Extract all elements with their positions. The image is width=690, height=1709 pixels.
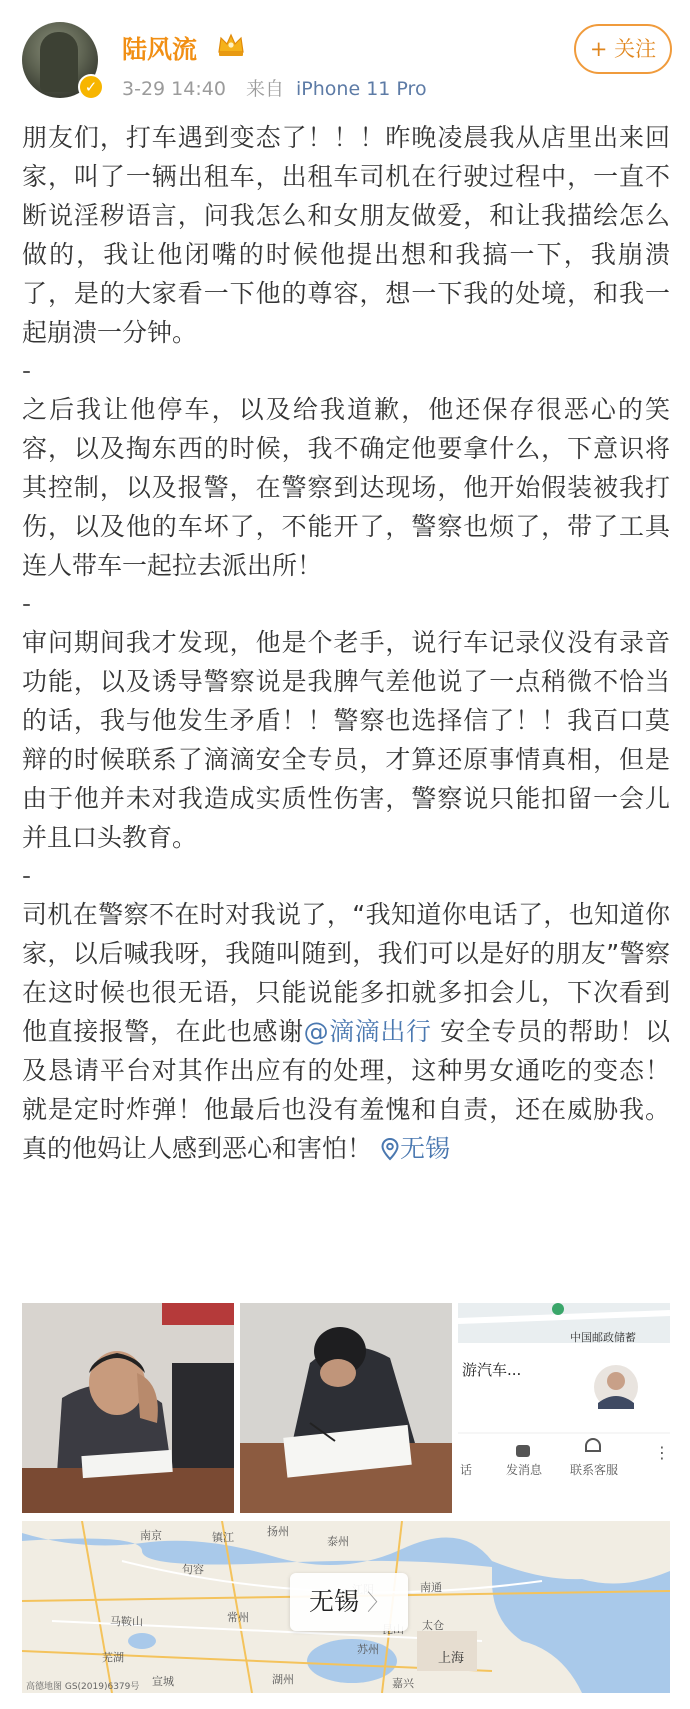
map-city-label: 扬州 <box>267 1525 289 1538</box>
chevron-right-icon: 〉 <box>367 1591 390 1616</box>
post-paragraph-4-b: 安全专员的帮助！以及恳请平台对其作出应有的处理，这种男女通吃的变态！就是定时炸弹！他最后也没有羞愧和自责，还在威胁我。真的他妈让人感到恶心和害怕！ <box>22 1017 670 1163</box>
map-city-label: 苏州 <box>357 1643 379 1656</box>
map-city-label: 嘉兴 <box>392 1677 414 1690</box>
map-city-label: 泰州 <box>327 1535 349 1548</box>
map-city-label: 常州 <box>227 1611 249 1624</box>
map-city-label: 南通 <box>420 1581 442 1594</box>
action-call: 话 <box>460 1463 473 1477</box>
map-city-label: 南京 <box>140 1529 162 1542</box>
driver-photo-1 <box>22 1303 234 1513</box>
app-screenshot <box>458 1303 670 1513</box>
mention-link[interactable]: @滴滴出行 <box>303 1017 432 1046</box>
map-city-label: 宣城 <box>152 1675 174 1688</box>
driver-photo-2 <box>240 1303 452 1513</box>
map-city-label: 太仓 <box>422 1619 444 1632</box>
location-link[interactable] <box>380 1134 450 1163</box>
map-city-label: 马鞍山 <box>110 1615 143 1628</box>
post-image-2[interactable] <box>240 1303 452 1513</box>
source-prefix: 来自 <box>245 78 284 100</box>
location-label: 无锡 <box>399 1134 450 1163</box>
post-image-1[interactable] <box>22 1303 234 1513</box>
map-city-label: 上海 <box>438 1651 465 1666</box>
post-paragraph-4 <box>22 895 670 1168</box>
post-paragraph-1: 朋友们，打车遇到变态了！！！昨晚凌晨我从店里出来回家，叫了一辆出租车，出租车司机在行驶过程中，一直不断说淫秽语言，问我怎么和女朋友做爱，和让我描绘怎么做的，我让他闭嘴的时候他提出想和我搞一下，我崩溃了，是的大家看一下他的尊容，想一下我的处境，和我一起崩溃一分钟。 <box>22 123 670 347</box>
post-paragraph-4-a: 司机在警察不在时对我说了，“我知道你电话了，也知道你家，以后喊我呀，我随叫随到，我们可以是好的朋友”警察在这时候也很无语，只能说能多扣就多扣会儿，下次看到他直接报警，在此也感谢 <box>22 900 670 1046</box>
post-image-3[interactable] <box>458 1303 670 1513</box>
separator: - <box>22 861 32 890</box>
separator: - <box>22 356 32 385</box>
action-service: 联系客服 <box>570 1463 619 1477</box>
post-meta <box>122 74 427 101</box>
map-city-label: 芜湖 <box>102 1651 124 1664</box>
follow-button[interactable]: + 关注 <box>574 24 672 74</box>
post-time: 3-29 14:40 <box>122 78 226 100</box>
post-paragraph-2: 之后我让他停车，以及给我道歉，他还保存很恶心的笑容，以及掏东西的时候，我不确定他要拿什么，下意识将其控制，以及报警，在警察到达现场，他开始假装被我打伤，以及他的车坏了，不能开了，警察也烦了，带了工具连人带车一起拉去派出所！ <box>22 395 670 580</box>
map-copyright: 高德地图 GS(2019)6379号 <box>26 1682 140 1692</box>
map-city-label: 镇江 <box>212 1531 234 1544</box>
crown-icon <box>216 30 246 58</box>
map-city-label: 句容 <box>182 1563 204 1576</box>
contact-name: 游汽车... <box>462 1361 522 1379</box>
separator: - <box>22 589 32 618</box>
post-paragraph-3: 审问期间我才发现，他是个老手，说行车记录仪没有录音功能，以及诱导警察说是我脾气差他说了一点稍微不恰当的话，我与他发生矛盾！！警察也选择信了！！我百口莫辩的时候联系了滴滴安全专员，才算还原事情真相，但是由于他并未对我造成实质性伤害，警察说只能扣留一会儿并且口头教育。 <box>22 628 670 852</box>
action-message: 发消息 <box>506 1463 543 1477</box>
post-body <box>22 118 670 1168</box>
map-location-pill[interactable] <box>290 1573 408 1631</box>
post-device[interactable]: iPhone 11 Pro <box>296 78 427 100</box>
location-map[interactable] <box>22 1521 670 1693</box>
location-pin-icon <box>380 1137 400 1161</box>
avatar-figure <box>40 32 78 92</box>
map-label-post-office: 中国邮政储蓄 <box>570 1331 636 1344</box>
map-pill-label: 无锡 <box>308 1587 359 1616</box>
verified-badge-icon: ✓ <box>78 74 104 100</box>
username[interactable]: 陆风流 <box>122 35 198 64</box>
post-header <box>0 0 690 120</box>
map-city-label: 湖州 <box>272 1673 294 1686</box>
action-more-icon: ⋮ <box>654 1443 670 1462</box>
